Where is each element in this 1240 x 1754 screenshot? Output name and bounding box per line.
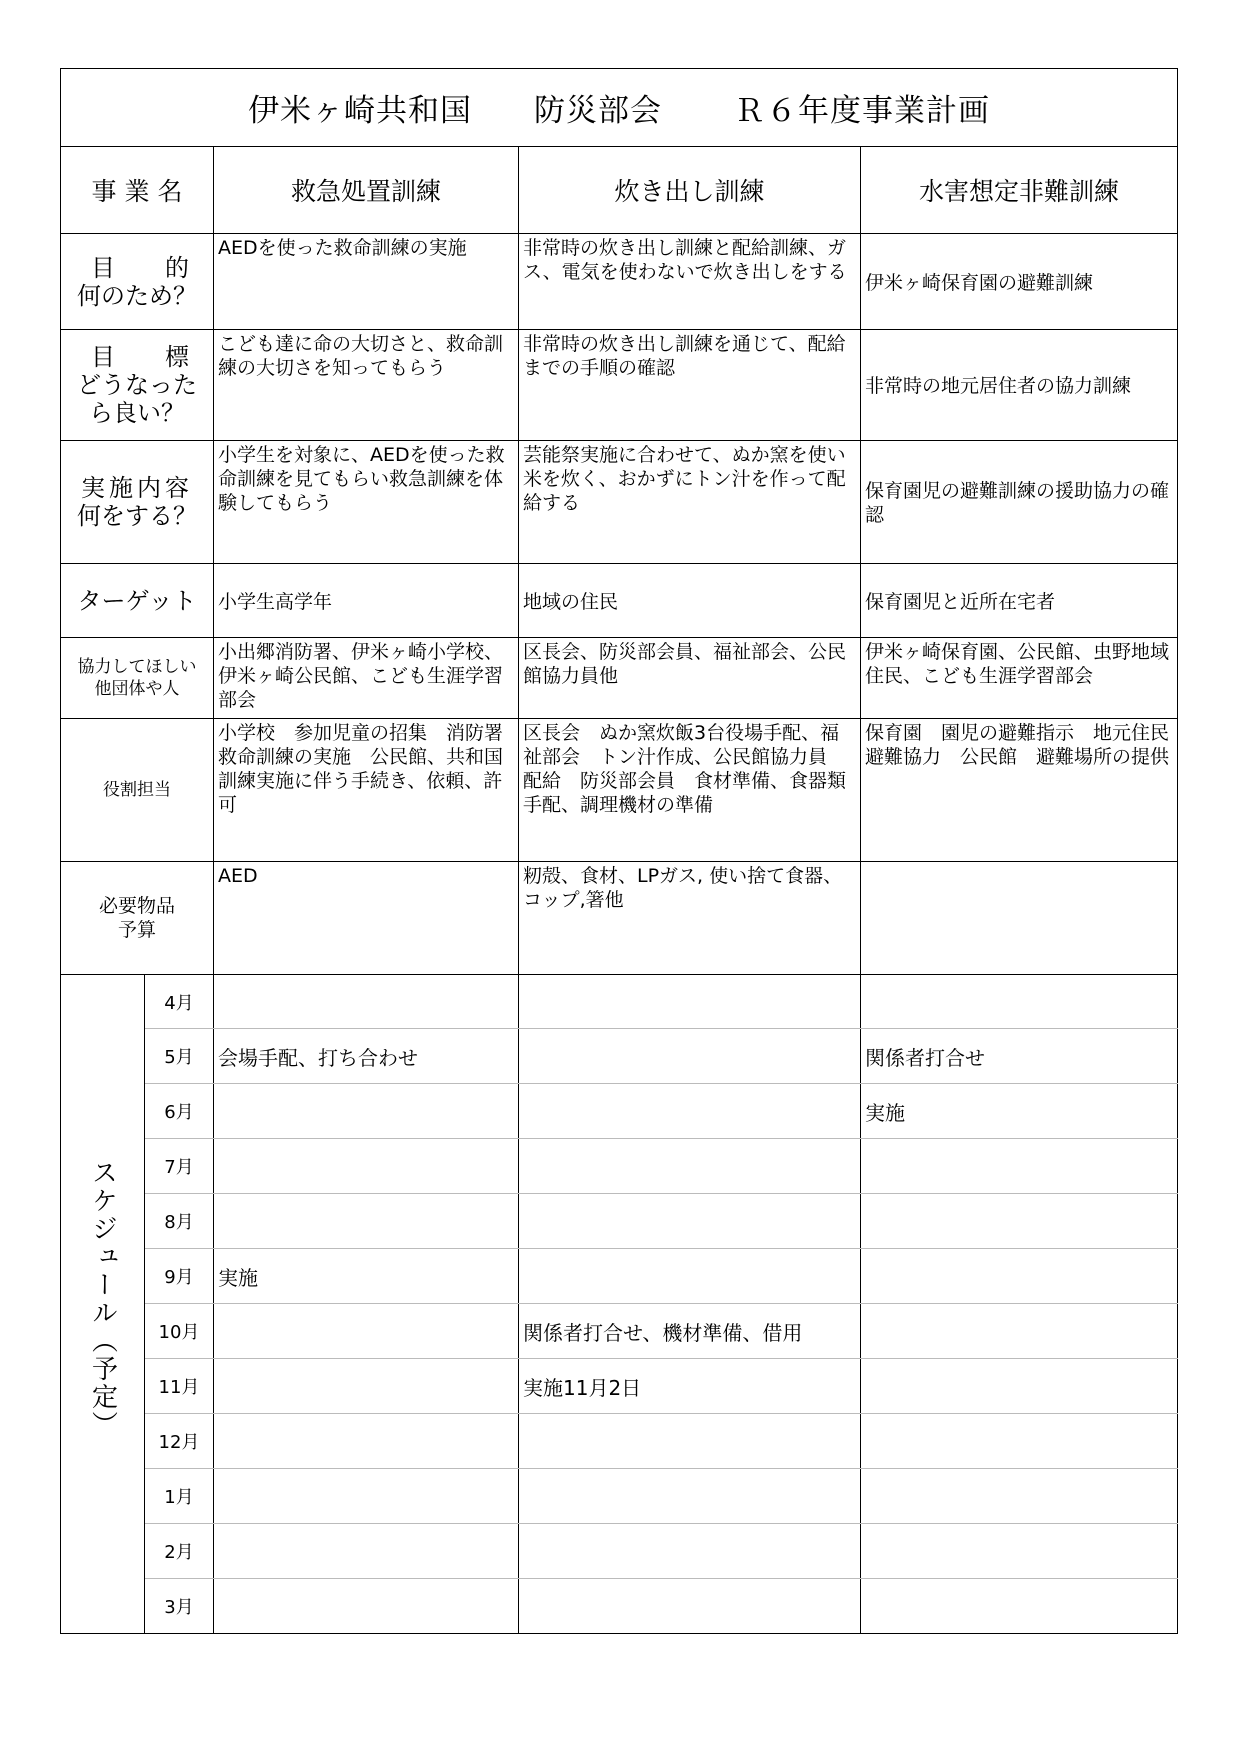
purpose-col1: AEDを使った救命訓練の実施	[214, 234, 519, 330]
schedule-row	[61, 1414, 1178, 1469]
purpose-col3: 伊米ヶ崎保育園の避難訓練	[861, 234, 1178, 330]
header-col2: 炊き出し訓練	[519, 147, 861, 234]
goal-col2: 非常時の炊き出し訓練を通じて、配給までの手順の確認	[519, 330, 861, 441]
schedule-cell: 会場手配、打ち合わせ	[214, 1029, 519, 1084]
schedule-month: 9月	[145, 1249, 214, 1304]
document-title	[61, 69, 1178, 147]
schedule-month: 12月	[145, 1414, 214, 1469]
purpose-col2: 非常時の炊き出し訓練と配給訓練、ガス、電気を使わないで炊き出しをする	[519, 234, 861, 330]
goal-row	[61, 330, 1178, 441]
schedule-cell	[214, 1359, 519, 1414]
partners-row	[61, 638, 1178, 719]
items-label	[61, 862, 214, 975]
schedule-row	[61, 1579, 1178, 1634]
header-label: 事 業 名	[61, 147, 214, 234]
business-plan-table	[60, 68, 1189, 1634]
schedule-cell	[519, 1139, 861, 1194]
schedule-label	[61, 975, 145, 1634]
content-row	[61, 441, 1178, 564]
schedule-cell	[519, 1249, 861, 1304]
schedule-cell	[214, 1469, 519, 1524]
goal-col1: こども達に命の大切さと、救命訓練の大切さを知ってもらう	[214, 330, 519, 441]
content-label-a: 実施内容	[81, 474, 193, 502]
schedule-row	[61, 1029, 1178, 1084]
schedule-cell	[214, 1414, 519, 1469]
items-col1: AED	[214, 862, 519, 975]
schedule-cell	[861, 975, 1178, 1029]
header-col1: 救急処置訓練	[214, 147, 519, 234]
schedule-row	[61, 1194, 1178, 1249]
schedule-month: 11月	[145, 1359, 214, 1414]
schedule-cell	[519, 1029, 861, 1084]
target-col3: 保育園児と近所在宅者	[861, 564, 1178, 638]
schedule-row	[61, 1304, 1178, 1359]
target-label: ターゲット	[61, 564, 214, 638]
schedule-cell	[214, 1194, 519, 1249]
schedule-row	[61, 1469, 1178, 1524]
schedule-cell	[519, 1414, 861, 1469]
roles-row	[61, 719, 1178, 862]
roles-col3: 保育園 園児の避難指示 地元住民 避難協力 公民館 避難場所の提供	[861, 719, 1178, 862]
schedule-month: 5月	[145, 1029, 214, 1084]
schedule-cell	[214, 1139, 519, 1194]
purpose-label-a: 目	[91, 253, 115, 282]
header-row	[61, 147, 1178, 234]
partners-label-b: 他団体や人	[94, 679, 180, 699]
purpose-label	[61, 234, 214, 330]
purpose-label-b: 的	[165, 253, 189, 282]
items-label-b: 予算	[117, 919, 156, 941]
schedule-cell: 関係者打合せ	[861, 1029, 1178, 1084]
partners-col3: 伊米ヶ崎保育園、公民館、虫野地域住民、こども生涯学習部会	[861, 638, 1178, 719]
schedule-cell	[519, 1469, 861, 1524]
roles-col2: 区長会 ぬか窯炊飯3台役場手配、福祉部会 トン汁作成、公民館協力員 配給 防災部会員 食材準備、食器類手配、調理機材の準備	[519, 719, 861, 862]
title-plan: Ｒ６年度事業計画	[734, 93, 991, 129]
schedule-cell	[861, 1524, 1178, 1579]
partners-label	[61, 638, 214, 719]
content-label	[61, 441, 214, 564]
goal-label-d: ら良い？	[89, 399, 185, 427]
schedule-row	[61, 1359, 1178, 1414]
content-label-b: 何をする？	[77, 502, 197, 530]
schedule-cell	[861, 1414, 1178, 1469]
target-col1: 小学生高学年	[214, 564, 519, 638]
goal-label	[61, 330, 214, 441]
target-row	[61, 564, 1178, 638]
schedule-cell: 実施	[861, 1084, 1178, 1139]
schedule-cell	[519, 975, 861, 1029]
content-col3: 保育園児の避難訓練の援助協力の確認	[861, 441, 1178, 564]
schedule-label-text: スケジュール（予定）	[87, 1159, 118, 1439]
schedule-cell: 実施	[214, 1249, 519, 1304]
partners-col1: 小出郷消防署、伊米ヶ崎小学校、伊米ヶ崎公民館、こども生涯学習部会	[214, 638, 519, 719]
schedule-cell: 実施11月2日	[519, 1359, 861, 1414]
schedule-row	[61, 1249, 1178, 1304]
schedule-cell	[861, 1359, 1178, 1414]
schedule-month: 1月	[145, 1469, 214, 1524]
target-col2: 地域の住民	[519, 564, 861, 638]
schedule-cell	[519, 1579, 861, 1634]
schedule-cell	[861, 1194, 1178, 1249]
schedule-row	[61, 975, 1178, 1029]
schedule-row	[61, 1139, 1178, 1194]
goal-col3: 非常時の地元居住者の協力訓練	[861, 330, 1178, 441]
schedule-cell	[861, 1139, 1178, 1194]
schedule-row	[61, 1524, 1178, 1579]
schedule-cell	[214, 1084, 519, 1139]
schedule-cell	[519, 1084, 861, 1139]
schedule-month: 10月	[145, 1304, 214, 1359]
items-col3	[861, 862, 1178, 975]
schedule-cell	[214, 1304, 519, 1359]
partners-label-a: 協力してほしい	[77, 657, 197, 677]
schedule-cell	[214, 1579, 519, 1634]
items-label-a: 必要物品	[98, 895, 175, 917]
schedule-month: 8月	[145, 1194, 214, 1249]
schedule-cell	[861, 1579, 1178, 1634]
items-col2: 籾殻、食材、LPガス, 使い捨て食器、コップ,箸他	[519, 862, 861, 975]
purpose-label-c: 何のため？	[77, 281, 197, 310]
schedule-cell	[214, 975, 519, 1029]
schedule-cell	[519, 1194, 861, 1249]
schedule-cell	[861, 1249, 1178, 1304]
schedule-month: 4月	[145, 975, 214, 1029]
schedule-month: 6月	[145, 1084, 214, 1139]
goal-label-a: 目	[91, 343, 115, 371]
schedule-month: 3月	[145, 1579, 214, 1634]
roles-label: 役割担当	[61, 719, 214, 862]
partners-col2: 区長会、防災部会員、福祉部会、公民館協力員他	[519, 638, 861, 719]
schedule-cell	[214, 1524, 519, 1579]
content-col2: 芸能祭実施に合わせて、ぬか窯を使い米を炊く、おかずにトン汁を作って配給する	[519, 441, 861, 564]
header-col3: 水害想定非難訓練	[861, 147, 1178, 234]
title-organization: 伊米ヶ崎共和国	[248, 93, 473, 129]
schedule-cell	[861, 1304, 1178, 1359]
items-row	[61, 862, 1178, 975]
schedule-row	[61, 1084, 1178, 1139]
goal-label-c: どうなった	[77, 371, 197, 399]
schedule-cell	[861, 1469, 1178, 1524]
title-row	[61, 69, 1178, 147]
content-col1: 小学生を対象に、AEDを使った救命訓練を見てもらい救急訓練を体験してもらう	[214, 441, 519, 564]
schedule-cell	[519, 1524, 861, 1579]
schedule-month: 7月	[145, 1139, 214, 1194]
purpose-row	[61, 234, 1178, 330]
schedule-month: 2月	[145, 1524, 214, 1579]
roles-col1: 小学校 参加児童の招集 消防署 救命訓練の実施 公民館、共和国 訓練実施に伴う手続き、依頼、許可	[214, 719, 519, 862]
schedule-cell: 関係者打合せ、機材準備、借用	[519, 1304, 861, 1359]
goal-label-b: 標	[165, 343, 189, 371]
title-committee: 防災部会	[534, 93, 663, 129]
